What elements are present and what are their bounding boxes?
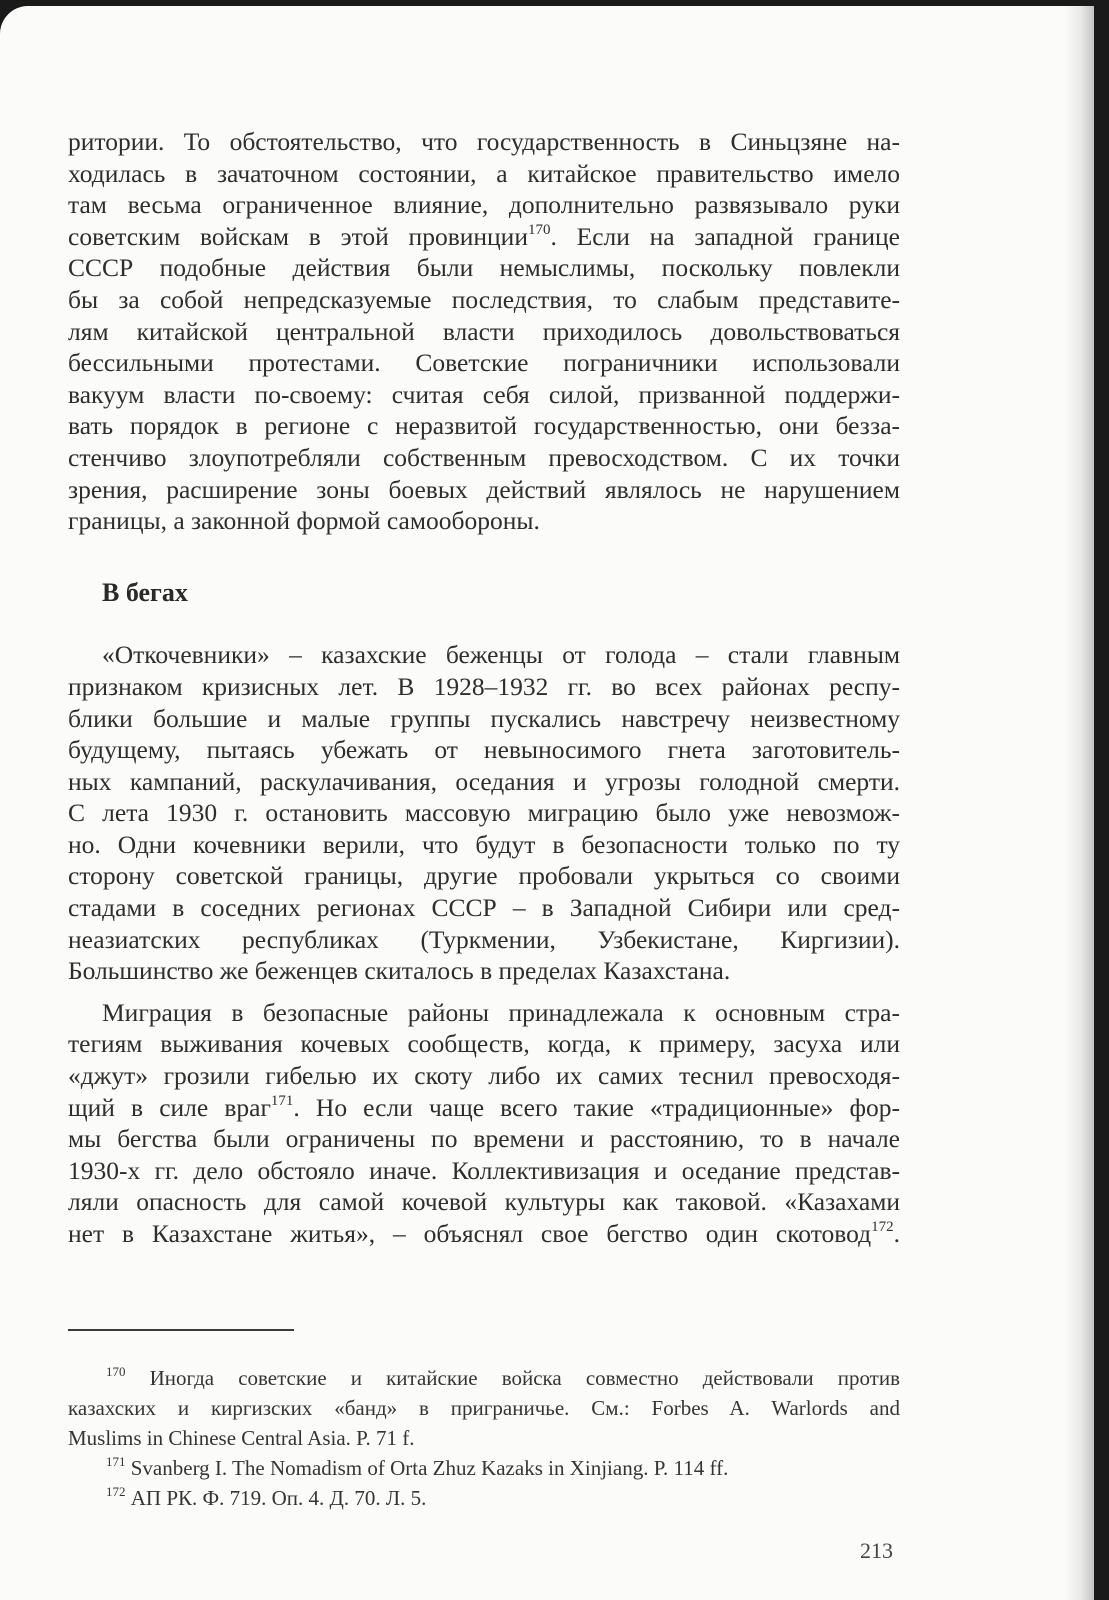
text-segment: щий в силе враг — [68, 1092, 271, 1122]
footnote-ref-170[interactable]: 170 — [527, 221, 551, 238]
text-line: «Откочевники» – казахские беженцы от голода – стали главным — [102, 640, 900, 670]
footnotes — [68, 1363, 900, 1513]
paragraph-1 — [68, 126, 900, 537]
text-segment: . Но если чаще всего такие «традиционные» фор- — [293, 1092, 901, 1122]
footnote-number: 171 — [106, 1454, 126, 1469]
text-line: но. Одни кочевники верили, что будут в безопасности только по ту — [68, 829, 900, 859]
text-segment: . Если на западной границе — [550, 221, 900, 251]
text-line: блики большие и малые группы пускались навстречу неизвестному — [68, 703, 900, 733]
section-heading: В бегах — [102, 577, 188, 607]
footnote-line: казахских и киргизских «банд» в приграничье. См.: Forbes A. Warlords and — [68, 1396, 900, 1420]
footnote-172 — [68, 1483, 900, 1513]
text-line: С лета 1930 г. остановить массовую миграцию было уже невозмож- — [68, 798, 900, 828]
footnote-line — [68, 1363, 900, 1393]
footnote-170 — [68, 1363, 900, 1453]
text-line: Миграция в безопасные районы принадлежала к основным стра- — [102, 997, 900, 1027]
text-line: ляли опасность для самой кочевой культуры как таковой. «Казахами — [68, 1187, 900, 1217]
text-line: ритории. То обстоятельство, что государственность в Синьцзяне на- — [68, 127, 900, 156]
paragraph-3 — [68, 997, 900, 1250]
text-line — [68, 221, 900, 253]
text-segment: . — [893, 1219, 900, 1248]
spine-shadow — [1064, 6, 1094, 1600]
main-text — [68, 126, 900, 1250]
text-segment: советским войскам в этой провинции — [68, 221, 528, 251]
text-line: 1930-х гг. дело обстояло иначе. Коллективизация и оседание представ- — [68, 1155, 900, 1185]
text-line: вакуум власти по-своему: считая себя силой, призванной поддержи- — [68, 379, 900, 409]
footnote-number: 172 — [106, 1484, 126, 1499]
footnote-line: Muslims in Chinese Central Asia. P. 71 f. — [68, 1426, 415, 1450]
footnote-number: 170 — [106, 1364, 126, 1379]
text-line: признаком кризисных лет. В 1928–1932 гг. во всех районах респу- — [68, 671, 900, 701]
text-segment: Svanberg I. The Nomadism of Orta Zhuz Kazaks in Xinjiang. P. 114 ff. — [130, 1456, 729, 1480]
text-line: бессильными протестами. Советские пограничники использовали — [68, 348, 900, 378]
text-line: будущему, пытаясь убежать от невыносимого гнета заготовитель- — [68, 735, 900, 765]
paragraph-2 — [68, 639, 900, 987]
text-segment: Иногда советские и китайские войска совместно действовали против — [149, 1366, 900, 1390]
book-page — [0, 6, 1094, 1600]
text-segment: АП РК. Ф. 719. Оп. 4. Д. 70. Л. 5. — [130, 1486, 427, 1510]
text-line: стенчиво злоупотребляли собственным превосходством. С их точки — [68, 442, 900, 472]
footnote-divider — [68, 1329, 294, 1331]
text-line: бы за собой непредсказуемые последствия, то слабым представите- — [68, 284, 900, 314]
footnote-line — [68, 1483, 900, 1513]
text-line: ных кампаний, раскулачивания, оседания и угрозы голодной смерти. — [68, 766, 900, 796]
text-line: Большинство же беженцев скиталось в пределах Казахстана. — [68, 956, 731, 986]
text-line: вать порядок в регионе с неразвитой государственностью, они безза- — [68, 411, 900, 441]
text-line — [68, 1218, 900, 1250]
footnote-line — [68, 1453, 900, 1483]
text-line: «джут» грозили гибелью их скоту либо их самих теснил превосходя- — [68, 1061, 900, 1091]
footnote-171 — [68, 1453, 900, 1483]
text-line: зрения, расширение зоны боевых действий являлось не нарушением — [68, 474, 900, 504]
footnote-ref-172[interactable]: 172 — [871, 1219, 894, 1235]
text-line: СССР подобные действия были немыслимы, поскольку повлекли — [68, 253, 900, 283]
page-number: 213 — [860, 1538, 893, 1563]
text-line: ходилась в зачаточном состоянии, а китайское правительство имело — [68, 158, 900, 188]
text-line: границы, а законной формой самообороны. — [68, 506, 540, 536]
text-line: неазиатских республиках (Туркмении, Узбекистане, Киргизии). — [68, 924, 900, 954]
text-line: стадами в соседних регионах СССР – в Западной Сибири или сред- — [68, 893, 900, 923]
text-line: сторону советской границы, другие пробовали укрыться со своими — [68, 861, 900, 891]
text-line: там весьма ограниченное влияние, дополнительно развязывало руки — [68, 190, 900, 220]
text-line: тегиям выживания кочевых сообществ, когда, к примеру, засуха или — [68, 1029, 900, 1059]
text-line: лям китайской центральной власти приходилось довольствоваться — [68, 316, 900, 346]
footnote-ref-171[interactable]: 171 — [270, 1092, 294, 1109]
text-line — [68, 1092, 900, 1124]
text-line: мы бегства были ограничены по времени и расстоянию, то в начале — [68, 1124, 900, 1154]
text-segment: нет в Казахстане житья», – объяснял свое бегство один скотовод — [68, 1219, 872, 1248]
